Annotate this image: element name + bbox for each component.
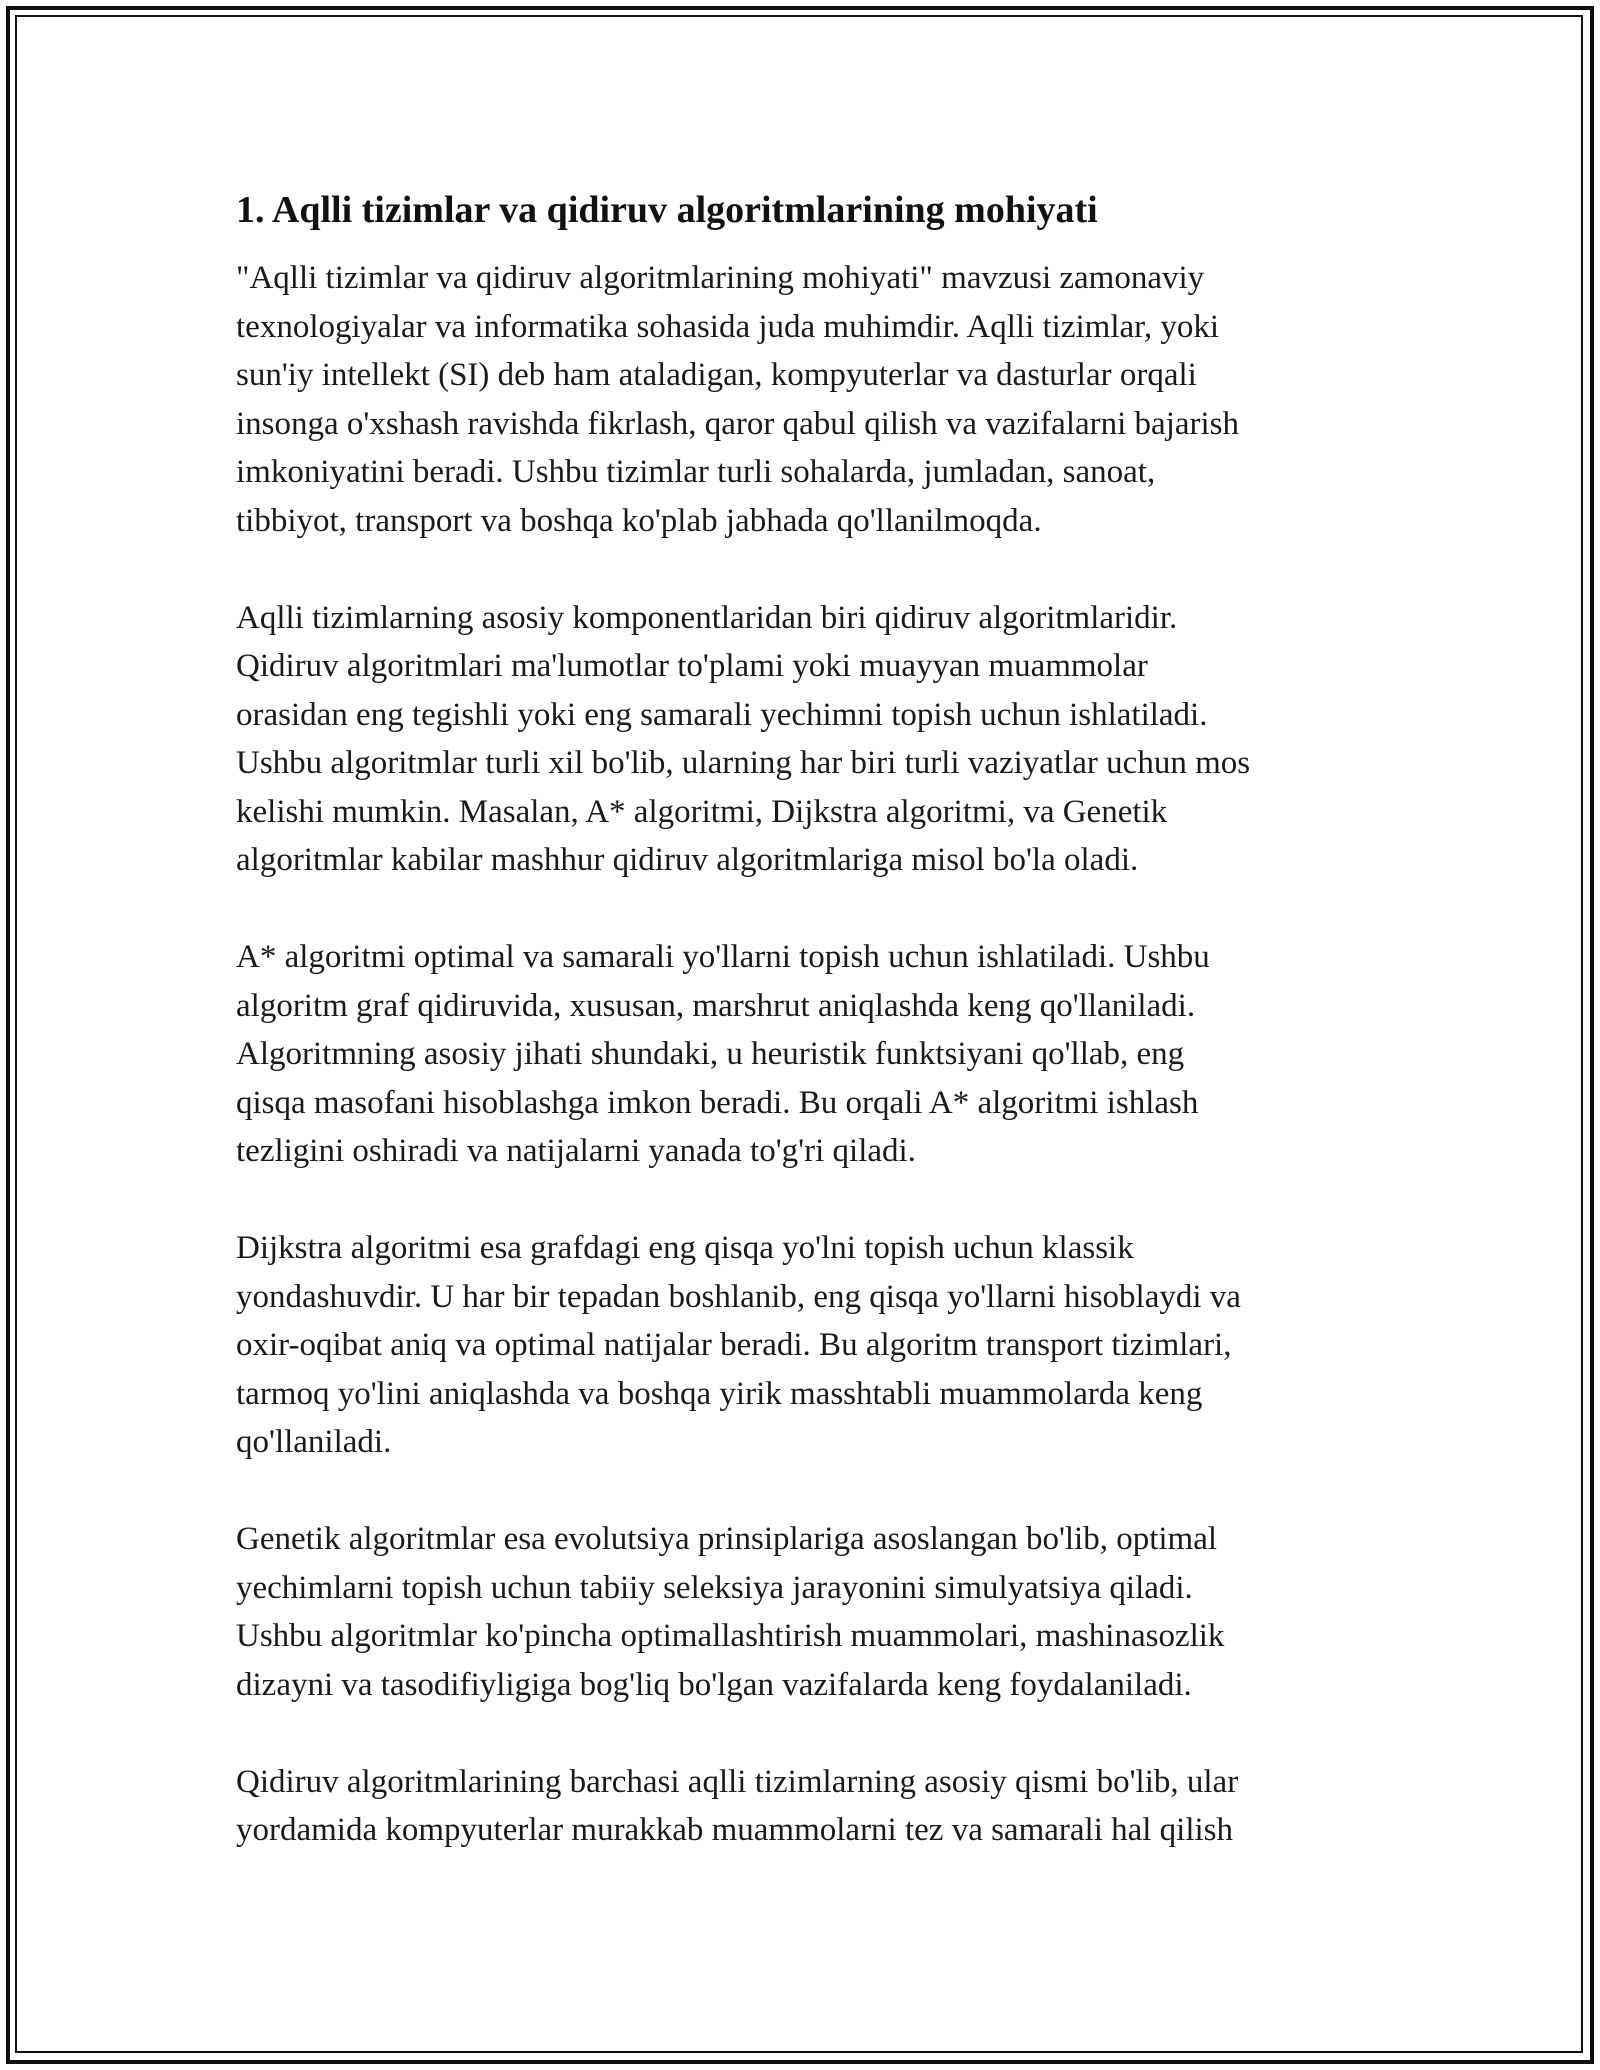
text-line: Qidiruv algoritmlari ma'lumotlar to'plami yoki muayyan muammolar xyxy=(236,648,1148,684)
text-line: tibbiyot, transport va boshqa ko'plab jabhada qo'llanilmoqda. xyxy=(236,502,1042,539)
text-line: yondashuvdir. U har bir tepadan boshlanib, eng qisqa yo'llarni hisoblaydi va xyxy=(236,1278,1241,1315)
text-line: Ushbu algoritmlar ko'pincha optimallashtirish muammolari, mashinasozlik xyxy=(236,1618,1225,1654)
text-line: Ushbu algoritmlar turli xil bo'lib, ularning har biri turli vaziyatlar uchun mos xyxy=(236,745,1251,781)
text-line: yechimlarni topish uchun tabiiy seleksiya jarayonini simulyatsiya qiladi. xyxy=(236,1569,1193,1606)
text-line: A* algoritmi optimal va samarali yo'llarni topish uchun ishlatiladi. Ushbu xyxy=(236,939,1210,975)
paragraph-conclusion xyxy=(236,1758,1376,1855)
paragraph-dijkstra xyxy=(236,1224,1376,1467)
text-line: tezligini oshiradi va natijalarni yanada to'g'ri qiladi. xyxy=(236,1133,916,1169)
paragraph-a-star xyxy=(236,933,1376,1176)
text-line: Genetik algoritmlar esa evolutsiya prinsiplariga asoslangan bo'lib, optimal xyxy=(236,1521,1218,1557)
text-line: oxir-oqibat aniq va optimal natijalar beradi. Bu algoritm transport tizimlari, xyxy=(236,1327,1232,1363)
text-line: Qidiruv algoritmlarining barchasi aqlli tizimlarning asosiy qismi bo'lib, ular xyxy=(236,1763,1239,1800)
text-line: kelishi mumkin. Masalan, A* algoritmi, Dijkstra algoritmi, va Genetik xyxy=(236,793,1168,830)
text-line: yordamida kompyuterlar murakkab muammolarni tez va samarali hal qilish xyxy=(236,1812,1234,1848)
paragraph-search-algorithms xyxy=(236,594,1376,885)
text-line: algoritm graf qidiruvida, xususan, marshrut aniqlashda keng qo'llaniladi. xyxy=(236,987,1196,1024)
text-line: "Aqlli tizimlar va qidiruv algoritmlarining mohiyati" mavzusi zamonaviy xyxy=(236,260,1205,296)
text-line: tarmoq yo'lini aniqlashda va boshqa yirik masshtabli muammolarda keng xyxy=(236,1375,1203,1412)
paragraph-introduction xyxy=(236,254,1376,545)
paragraph-genetic xyxy=(236,1515,1376,1709)
text-line: Dijkstra algoritmi esa grafdagi eng qisqa yo'lni topish uchun klassik xyxy=(236,1230,1134,1266)
text-line: algoritmlar kabilar mashhur qidiruv algoritmlariga misol bo'la oladi. xyxy=(236,842,1139,878)
text-line: Aqlli tizimlarning asosiy komponentlaridan biri qidiruv algoritmlaridir. xyxy=(236,599,1178,636)
text-line: dizayni va tasodifiyligiga bog'liq bo'lgan vazifalarda keng foydalaniladi. xyxy=(236,1666,1192,1703)
document-body xyxy=(236,186,1376,1903)
text-line: qisqa masofani hisoblashga imkon beradi. Bu orqali A* algoritmi ishlash xyxy=(236,1084,1199,1121)
text-line: Algoritmning asosiy jihati shundaki, u heuristik funktsiyani qo'llab, eng xyxy=(236,1036,1185,1072)
section-heading: 1. Aqlli tizimlar va qidiruv algoritmlarining mohiyati xyxy=(236,189,1098,231)
text-line: texnologiyalar va informatika sohasida juda muhimdir. Aqlli tizimlar, yoki xyxy=(236,308,1219,345)
text-line: insonga o'xshash ravishda fikrlash, qaror qabul qilish va vazifalarni bajarish xyxy=(236,405,1240,442)
text-line: qo'llaniladi. xyxy=(236,1424,392,1460)
text-line: sun'iy intellekt (SI) deb ham ataladigan, kompyuterlar va dasturlar orqali xyxy=(236,357,1197,393)
text-line: imkoniyatini beradi. Ushbu tizimlar turli sohalarda, jumladan, sanoat, xyxy=(236,454,1156,490)
text-line: orasidan eng tegishli yoki eng samarali yechimni topish uchun ishlatiladi. xyxy=(236,696,1208,733)
